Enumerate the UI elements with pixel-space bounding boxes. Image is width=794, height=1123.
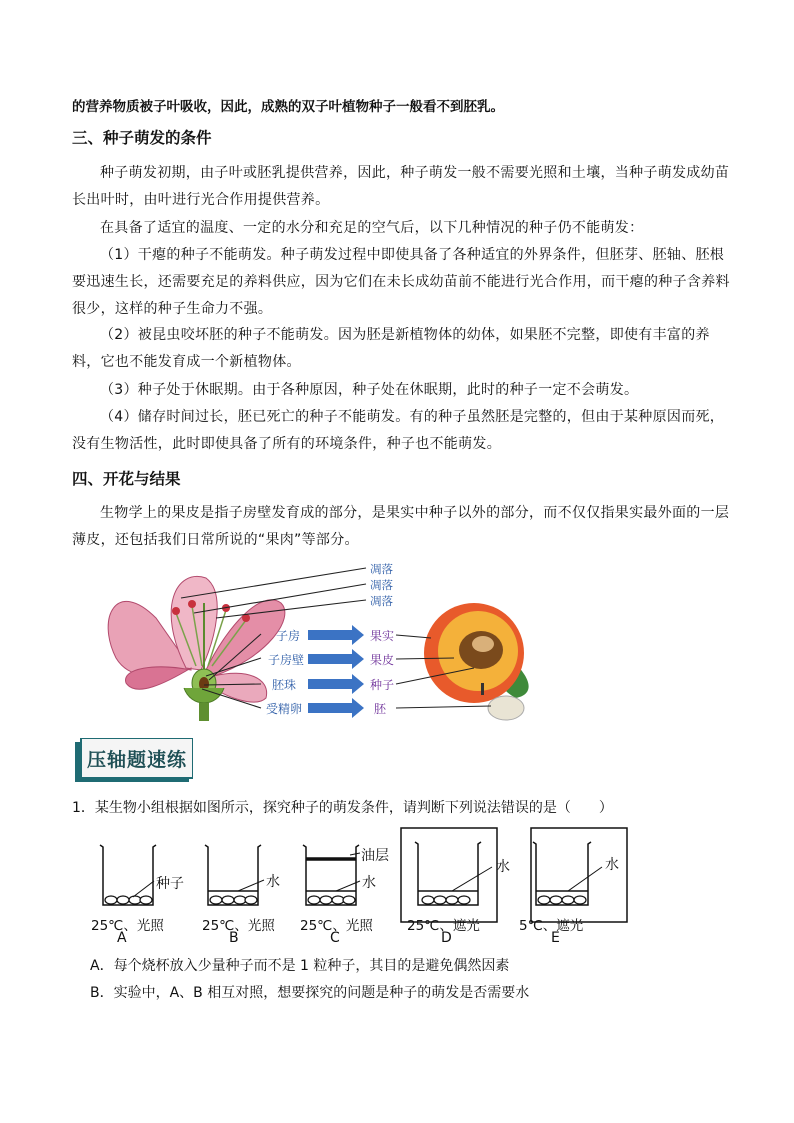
option-b: B．实验中，A、B 相互对照，想要探究的问题是种子的萌发是否需要水: [90, 985, 530, 1001]
section3-paragraph-2: 在具备了适宜的温度、一定的水分和充足的空气后，以下几种情况的种子仍不能萌发：: [100, 220, 644, 236]
option-a: A．每个烧杯放入少量种子而不是 1 粒种子，其目的是避免偶然因素: [90, 958, 510, 974]
practice-banner: [75, 738, 193, 784]
section3-paragraph-6: （4）储存时间过长，胚已死亡的种子不能萌发。有的种子虽然胚是完整的，但由于某种原因而死，没有生物活性，此时即使具备了所有的环境条件，种子也不能萌发。: [72, 409, 725, 452]
section3-title: 三、种子萌发的条件: [72, 129, 212, 147]
diagram-to-pericarp: 果皮: [370, 653, 395, 667]
top-line: 的营养物质被子叶吸收，因此，成熟的双子叶植物种子一般看不到胚乳。: [72, 99, 504, 115]
section3-paragraph-3: （1）干瘪的种子不能萌发。种子萌发过程中即使具备了各种适宜的外界条件，但胚芽、胚轴、胚根要迅速生长，还需要充足的养料供应，因为它们在未长成幼苗前不能进行光合作用，而干瘪的种子含养料很少，这样的种子生命力不强。: [72, 247, 730, 317]
section3-paragraph-5: （3）种子处于休眠期。由于各种原因，种子处在休眠期，此时的种子一定不会萌发。: [100, 382, 639, 398]
flower-illustration: [108, 576, 285, 721]
beaker-c-letter: C: [330, 930, 340, 946]
section4-title: 四、开花与结果: [72, 470, 181, 488]
diagram-from-ovary-wall: 子房壁: [268, 653, 305, 667]
section3-paragraph-1: 种子萌发初期，由子叶或胚乳提供营养，因此，种子萌发一般不需要光照和土壤，当种子萌发成幼苗长出叶时，由叶进行光合作用提供营养。: [72, 165, 730, 208]
beaker-c-oil-label: 油层: [361, 848, 389, 864]
beaker-a-letter: A: [117, 930, 127, 946]
beaker-c-label: 水: [362, 875, 376, 891]
beaker-d-condition: 25℃、遮光: [407, 918, 480, 934]
diagram-from-ovary: 子房: [276, 629, 301, 643]
beaker-d-letter: D: [441, 930, 452, 946]
diagram-to-embryo: 胚: [374, 702, 387, 716]
flower-fruit-diagram: [96, 558, 556, 723]
peach-illustration: [424, 603, 529, 720]
beaker-e-condition: 5℃、遮光: [519, 918, 584, 934]
beaker-b-condition: 25℃、光照: [202, 918, 275, 934]
question-stem: 1．某生物小组根据如图所示，探究种子的萌发条件，请判断下列说法错误的是（ ）: [72, 800, 613, 816]
beaker-b-label: 水: [266, 874, 280, 890]
beaker-e-label: 水: [605, 857, 619, 873]
banner-text: 压轴题速练: [87, 749, 188, 771]
diagram-from-ovule: 胚珠: [272, 678, 297, 692]
diagram-from-zygote: 受精卵: [266, 702, 303, 716]
fall-label-3: 凋落: [370, 594, 393, 608]
section3-paragraph-4: （2）被昆虫咬坏胚的种子不能萌发。因为胚是新植物体的幼体，如果胚不完整，即使有丰富的养料，它也不能发育成一个新植物体。: [72, 327, 710, 370]
beaker-b-letter: B: [229, 930, 239, 946]
diagram-to-seed: 种子: [370, 678, 395, 692]
beaker-d-label: 水: [496, 859, 510, 875]
section4-paragraph-1: 生物学上的果皮是指子房壁发育成的部分，是果实中种子以外的部分，而不仅仅指果实最外面的一层薄皮，还包括我们日常所说的“果肉”等部分。: [72, 505, 730, 548]
beaker-c-condition: 25℃、光照: [300, 918, 373, 934]
beaker-a-condition: 25℃、光照: [91, 918, 164, 934]
beaker-e-letter: E: [551, 930, 560, 946]
fall-label-2: 凋落: [370, 578, 393, 592]
fall-label-1: 凋落: [370, 562, 393, 576]
diagram-to-fruit: 果实: [370, 629, 395, 643]
beaker-a-label: 种子: [156, 876, 184, 892]
